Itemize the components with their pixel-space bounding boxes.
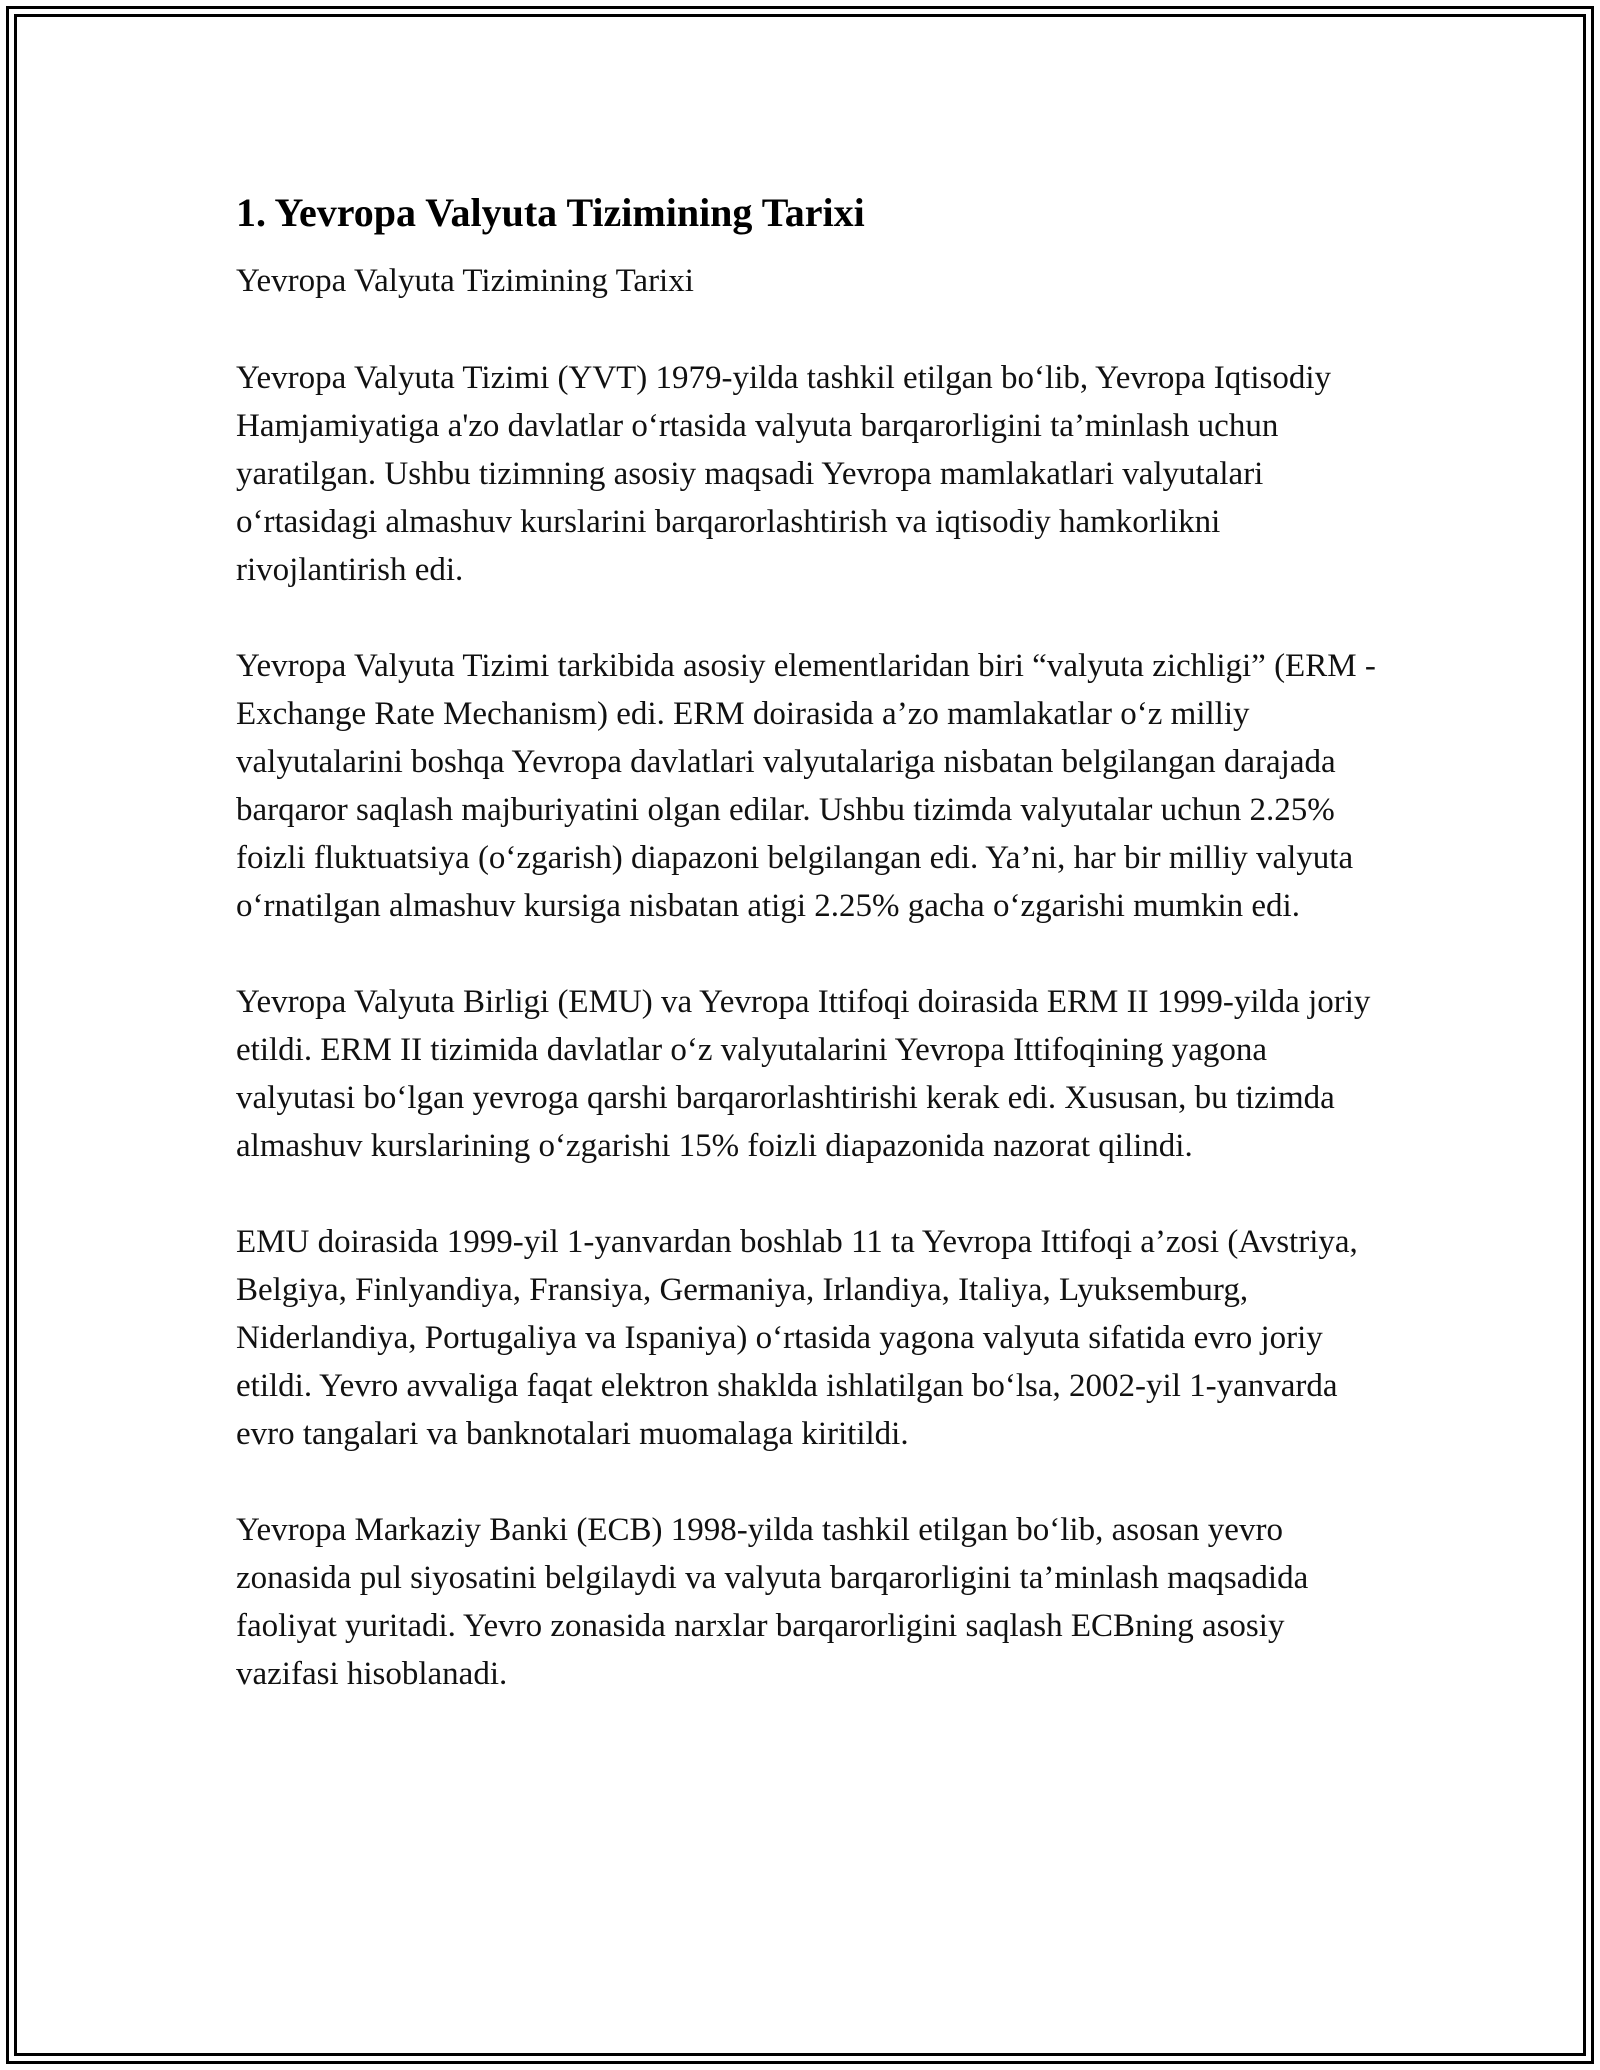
paragraph-erm: Yevropa Valyuta Tizimi tarkibida asosiy elementlaridan biri “valyuta zichligi” (ERM - Exchange Rate Mechanism) edi. ERM doirasida a’zo mamlakatlar o‘z milliy valyutalarini boshqa Yevropa davlatlari valyutalariga nisbatan belgilangan darajada barqaror saqlash majburiyatini olgan edilar. Ushbu tizimda valyutalar uchun 2.25% foizli fluktuatsiya (o‘zgarish) diapazoni belgilangan edi. Ya’ni, har bir milliy valyuta o‘rnatilgan almashuv kursiga nisbatan atigi 2.25% gacha o‘zgarishi mumkin edi.: [236, 648, 1376, 924]
paragraph-yvt-founding: Yevropa Valyuta Tizimi (YVT) 1979-yilda tashkil etilgan bo‘lib, Yevropa Iqtisodiy Hamjamiyatiga a'zo davlatlar o‘rtasida valyuta barqarorligini ta’minlash uchun yaratilgan. Ushbu tizimning asosiy maqsadi Yevropa mamlakatlari valyutalari o‘rtasidagi almashuv kurslarini barqarorlashtirish va iqtisodiy hamkorlikni rivojlantirish edi.: [236, 360, 1332, 588]
paragraph-euro-introduction: EMU doirasida 1999-yil 1-yanvardan boshlab 11 ta Yevropa Ittifoqi a’zosi (Avstriya, Belgiya, Finlyandiya, Fransiya, Germaniya, Irlandiya, Italiya, Lyuksemburg, Niderlandiya, Portugaliya va Ispaniya) o‘rtasida yagona valyuta sifatida evro joriy etildi. Yevro avvaliga faqat elektron shaklda ishlatilgan bo‘lsa, 2002-yil 1-yanvarda evro tangalari va banknotalari muomalaga kiritildi.: [236, 1224, 1358, 1452]
document-body: [236, 185, 1376, 1746]
paragraph-ecb: Yevropa Markaziy Banki (ECB) 1998-yilda tashkil etilgan bo‘lib, asosan yevro zonasida pul siyosatini belgilaydi va valyuta barqarorligini ta’minlash maqsadida faoliyat yuritadi. Yevro zonasida narxlar barqarorligini saqlash ECBning asosiy vazifasi hisoblanadi.: [236, 1512, 1309, 1692]
section-subtitle: Yevropa Valyuta Tizimining Tarixi: [236, 263, 694, 299]
paragraph-erm-ii: Yevropa Valyuta Birligi (EMU) va Yevropa Ittifoqi doirasida ERM II 1999-yilda joriy etildi. ERM II tizimida davlatlar o‘z valyutalarini Yevropa Ittifoqining yagona valyutasi bo‘lgan yevroga qarshi barqarorlashtirishi kerak edi. Xususan, bu tizimda almashuv kurslarining o‘zgarishi 15% foizli diapazonida nazorat qilindi.: [236, 984, 1371, 1164]
section-heading: 1. Yevropa Valyuta Tizimining Tarixi: [236, 190, 865, 235]
